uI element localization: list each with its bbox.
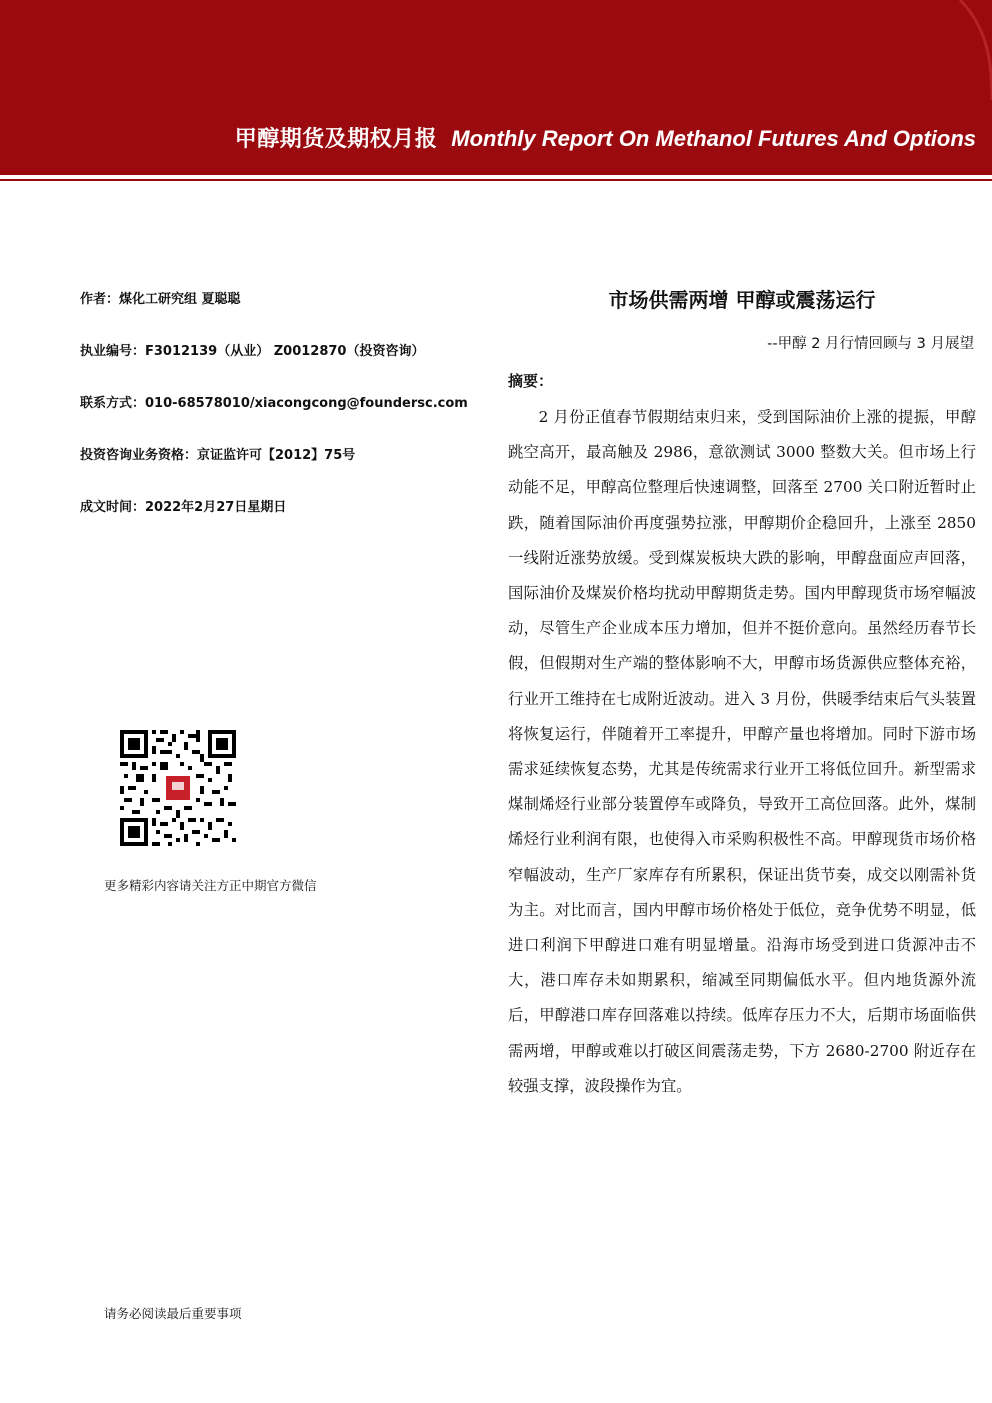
disclaimer-note: 请务必阅读最后重要事项 bbox=[104, 1306, 242, 1321]
report-series-title bbox=[235, 122, 976, 153]
header-divider-thin bbox=[0, 179, 992, 181]
wechat-qr-code bbox=[120, 730, 236, 846]
report-subtitle: --甲醇 2 月行情回顾与 3 月展望 bbox=[767, 336, 974, 352]
report-title: 市场供需两增 甲醇或震荡运行 bbox=[608, 288, 876, 312]
series-title-en: Monthly Report On Methanol Futures And Options bbox=[451, 126, 976, 151]
qualification-line: 投资咨询业务资格：京证监许可【2012】75号 bbox=[80, 448, 356, 463]
abstract-label: 摘要： bbox=[508, 372, 554, 390]
header-swoosh-graphic bbox=[0, 0, 992, 190]
qr-caption: 更多精彩内容请关注方正中期官方微信 bbox=[104, 878, 317, 893]
abstract-body: 2 月份正值春节假期结束归来，受到国际油价上涨的提振，甲醇跳空高开，最高触及 2986，意欲测试 3000 整数大关。但市场上行动能不足，甲醇高位整理后快速调整，回落至 2700 关口附近暂时止跌，随着国际油价再度强势拉涨，甲醇期价企稳回升，上涨至 2850 一线附近涨势放缓。受到煤炭板块大跌的影响，甲醇盘面应声回落，国际油价及煤炭价格均扰动甲醇期货走势。国内甲醇现货市场窄幅波动，尽管生产企业成本压力增加，但并不挺价意向。虽然经历春节长假，但假期对生产端的整体影响不大，甲醇市场货源供应整体充裕，行业开工维持在七成附近波动。进入 3 月份，供暖季结束后气头装置将恢复运行，伴随着开工率提升，甲醇产量也将增加。同时下游市场需求延续恢复态势，尤其是传统需求行业开工将低位回升。新型需求煤制烯烃行业部分装置停车或降负，导致开工高位回落。此外，煤制烯烃行业利润有限，也使得入市采购积极性不高。甲醇现货市场价格窄幅波动，生产厂家库存有所累积，保证出货节奏，成交以刚需补货为主。对比而言，国内甲醇市场价格处于低位，竞争优势不明显，低进口利润下甲醇进口难有明显增量。沿海市场受到进口货源冲击不大，港口库存未如期累积，缩减至同期偏低水平。但内地货源外流后，甲醇港口库存回落难以持续。低库存压力不大，后期市场面临供需两增，甲醇或难以打破区间震荡走势，下方 2680-2700 附近存在较强支撑，波段操作为宜。 bbox=[508, 408, 976, 1095]
header-divider bbox=[0, 172, 992, 175]
author-line: 作者：煤化工研究组 夏聪聪 bbox=[80, 292, 241, 307]
date-line: 成文时间：2022年2月27日星期日 bbox=[80, 500, 287, 515]
contact-line: 联系方式：010-68578010/xiacongcong@foundersc.com bbox=[80, 396, 468, 411]
series-title-cn: 甲醇期货及期权月报 bbox=[234, 127, 438, 152]
license-line: 执业编号：F3012139（从业） Z0012870（投资咨询） bbox=[80, 344, 425, 359]
